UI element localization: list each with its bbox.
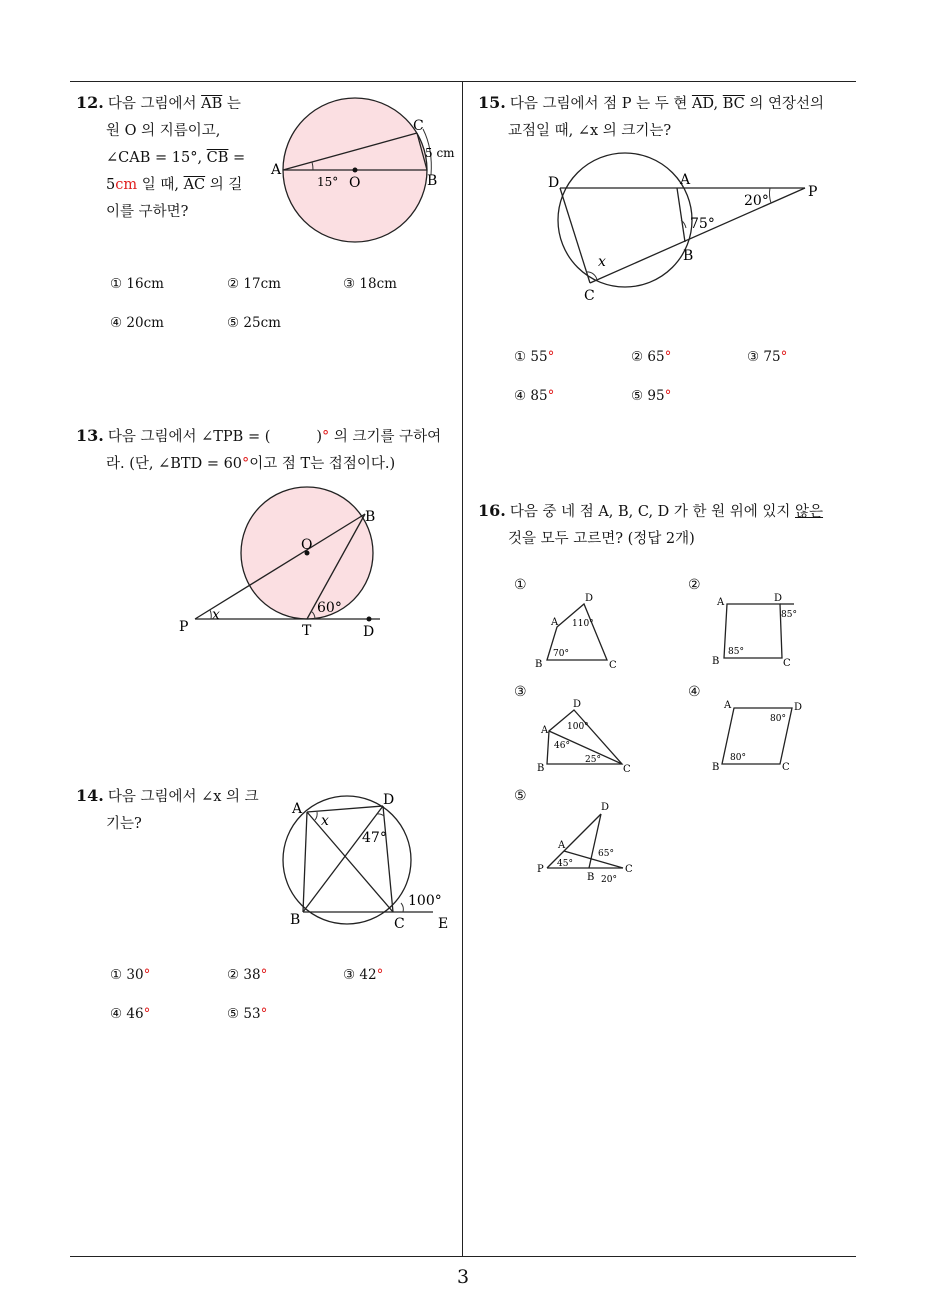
question-number: 12. bbox=[76, 93, 104, 112]
svg-text:D: D bbox=[601, 802, 610, 813]
svg-text:O: O bbox=[349, 175, 361, 191]
svg-text:110°: 110° bbox=[572, 619, 594, 629]
svg-text:70°: 70° bbox=[553, 649, 569, 659]
q15-figure bbox=[540, 150, 830, 310]
svg-text:A: A bbox=[541, 725, 549, 736]
option-4[interactable]: ④ 46° bbox=[110, 1006, 151, 1022]
svg-text:B: B bbox=[290, 912, 301, 928]
q12-figure bbox=[265, 95, 465, 270]
choice-2-label[interactable]: ② bbox=[688, 577, 701, 593]
svg-text:C: C bbox=[394, 916, 405, 932]
q16-figure-3 bbox=[535, 696, 635, 776]
svg-text:A: A bbox=[680, 172, 691, 188]
option-1[interactable]: ① 30° bbox=[110, 967, 151, 983]
svg-text:E: E bbox=[438, 916, 449, 932]
svg-text:T: T bbox=[302, 623, 312, 639]
svg-text:D: D bbox=[585, 593, 594, 604]
question-number: 16. bbox=[478, 501, 506, 520]
svg-text:75°: 75° bbox=[690, 216, 715, 232]
svg-text:C: C bbox=[584, 288, 595, 304]
svg-text:A: A bbox=[271, 162, 282, 178]
svg-text:60°: 60° bbox=[317, 600, 342, 616]
option-5[interactable]: ⑤ 95° bbox=[631, 388, 672, 404]
svg-text:47°: 47° bbox=[362, 830, 387, 846]
svg-text:D: D bbox=[383, 792, 395, 808]
svg-text:B: B bbox=[365, 509, 376, 525]
svg-text:A: A bbox=[558, 840, 566, 851]
choice-4-label[interactable]: ④ bbox=[688, 684, 701, 700]
svg-text:45°: 45° bbox=[557, 859, 573, 869]
svg-text:85°: 85° bbox=[781, 610, 797, 620]
option-4[interactable]: ④ 85° bbox=[514, 388, 555, 404]
svg-text:B: B bbox=[712, 762, 720, 773]
svg-text:C: C bbox=[783, 658, 791, 669]
svg-text:80°: 80° bbox=[770, 714, 786, 724]
svg-text:D: D bbox=[774, 593, 783, 604]
svg-text:B: B bbox=[427, 173, 438, 189]
svg-text:x: x bbox=[598, 254, 606, 270]
svg-text:x: x bbox=[212, 607, 220, 623]
svg-text:5 cm: 5 cm bbox=[425, 146, 455, 160]
svg-text:D: D bbox=[363, 624, 375, 640]
option-2[interactable]: ② 65° bbox=[631, 349, 672, 365]
svg-text:D: D bbox=[573, 699, 582, 710]
option-2[interactable]: ② 38° bbox=[227, 967, 268, 983]
svg-text:C: C bbox=[413, 118, 424, 134]
svg-text:D: D bbox=[794, 702, 803, 713]
svg-text:P: P bbox=[179, 619, 189, 635]
svg-text:20°: 20° bbox=[601, 875, 617, 885]
svg-text:C: C bbox=[609, 660, 617, 671]
option-5[interactable]: ⑤ 25cm bbox=[227, 315, 281, 331]
option-3[interactable]: ③ 75° bbox=[747, 349, 788, 365]
q14-figure bbox=[283, 788, 463, 938]
svg-text:20°: 20° bbox=[744, 193, 769, 209]
page-number: 3 bbox=[456, 1266, 470, 1288]
bottom-rule bbox=[70, 1256, 856, 1257]
option-1[interactable]: ① 16cm bbox=[110, 276, 164, 292]
svg-text:100°: 100° bbox=[567, 722, 589, 732]
svg-text:D: D bbox=[548, 175, 560, 191]
question-number: 14. bbox=[76, 786, 104, 805]
option-2[interactable]: ② 17cm bbox=[227, 276, 281, 292]
svg-text:O: O bbox=[301, 537, 313, 553]
svg-text:A: A bbox=[717, 597, 725, 608]
q16-figure-1 bbox=[535, 590, 635, 672]
option-3[interactable]: ③ 18cm bbox=[343, 276, 397, 292]
option-4[interactable]: ④ 20cm bbox=[110, 315, 164, 331]
choice-1-label[interactable]: ① bbox=[514, 577, 527, 593]
option-3[interactable]: ③ 42° bbox=[343, 967, 384, 983]
q13-figure bbox=[175, 485, 395, 645]
svg-text:B: B bbox=[683, 248, 694, 264]
choice-5-label[interactable]: ⑤ bbox=[514, 788, 527, 804]
svg-text:B: B bbox=[535, 659, 543, 670]
svg-text:25°: 25° bbox=[585, 755, 601, 765]
option-5[interactable]: ⑤ 53° bbox=[227, 1006, 268, 1022]
q16-figure-2 bbox=[710, 592, 810, 672]
question-13: 13. 다음 그림에서 ∠TPB = ( )° 의 크기를 구하여 라. (단, ∠BTD = 60°이고 점 T는 접점이다.) bbox=[76, 426, 442, 472]
svg-text:B: B bbox=[537, 763, 545, 774]
svg-text:A: A bbox=[551, 617, 559, 628]
svg-text:C: C bbox=[625, 864, 633, 875]
question-14: 14. 다음 그림에서 ∠x 의 크 기는? bbox=[76, 786, 259, 832]
svg-text:x: x bbox=[321, 813, 329, 829]
q16-figure-4 bbox=[710, 696, 810, 776]
q16-figure-5 bbox=[535, 800, 645, 890]
question-number: 13. bbox=[76, 426, 104, 445]
top-rule bbox=[70, 81, 856, 82]
svg-text:100°: 100° bbox=[408, 893, 442, 909]
option-1[interactable]: ① 55° bbox=[514, 349, 555, 365]
question-12: 12. 다음 그림에서 $\overline{AB}$ 는 원 O 의 지름이고, ∠CAB = 15°, $\overline{CB}$ = 5cm 일 때, $\overline{AC}$ 의 길 이를 구하면? bbox=[76, 93, 246, 220]
svg-text:80°: 80° bbox=[730, 753, 746, 763]
svg-text:B: B bbox=[712, 656, 720, 667]
question-number: 15. bbox=[478, 93, 506, 112]
svg-text:15°: 15° bbox=[317, 175, 339, 189]
svg-text:85°: 85° bbox=[728, 647, 744, 657]
svg-text:46°: 46° bbox=[554, 741, 570, 751]
question-15: 15. 다음 그림에서 점 P 는 두 현 $\overline{AD}$, $\overline{BC}$ 의 연장선의 교점일 때, ∠x 의 크기는? bbox=[478, 93, 825, 139]
svg-text:A: A bbox=[292, 801, 303, 817]
svg-text:65°: 65° bbox=[598, 849, 614, 859]
svg-text:P: P bbox=[537, 864, 544, 875]
svg-text:C: C bbox=[623, 764, 631, 775]
choice-3-label[interactable]: ③ bbox=[514, 684, 527, 700]
svg-text:P: P bbox=[808, 184, 818, 200]
svg-text:A: A bbox=[724, 700, 732, 711]
question-16: 16. 다음 중 네 점 A, B, C, D 가 한 원 위에 있지 않은 것을 모두 고르면? (정답 2개) bbox=[478, 501, 824, 547]
svg-text:B: B bbox=[587, 872, 595, 883]
svg-text:C: C bbox=[782, 762, 790, 773]
